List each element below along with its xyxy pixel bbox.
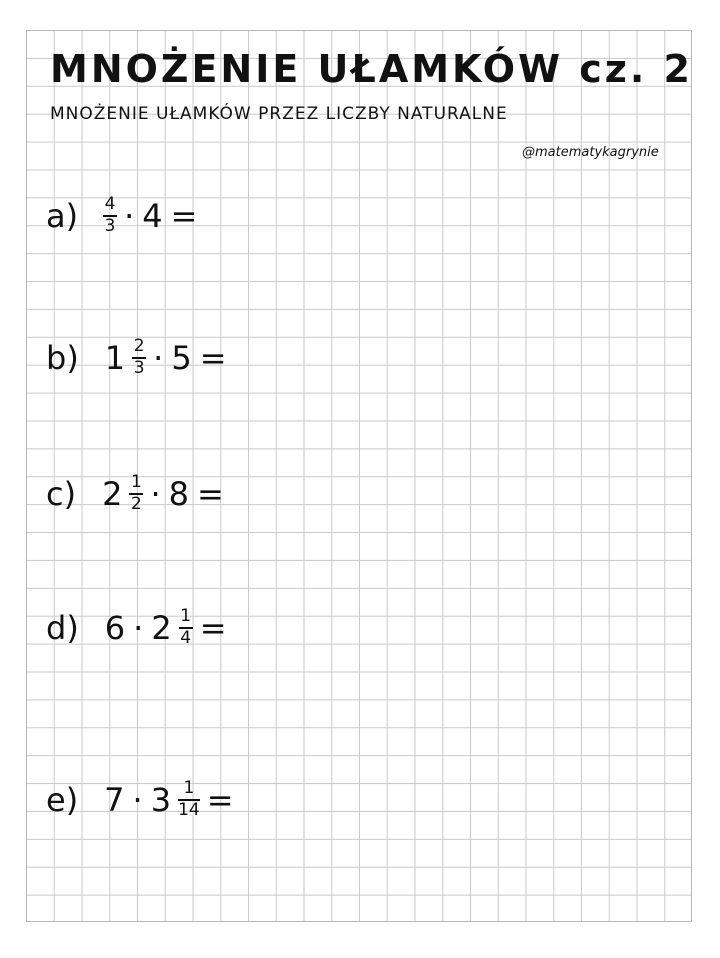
- fraction: [178, 780, 200, 820]
- whole-part: 2: [151, 609, 172, 647]
- task-e: [46, 770, 238, 830]
- mixed-number: [147, 608, 195, 648]
- task-label: e): [46, 781, 79, 819]
- task-expression: [98, 474, 228, 514]
- fraction-numerator: 4: [104, 194, 116, 215]
- fraction-denominator: 2: [131, 494, 142, 514]
- whole-part: 2: [102, 475, 123, 513]
- factor: 5: [171, 339, 192, 377]
- task-expression: [101, 608, 231, 648]
- mixed-number: [101, 338, 149, 378]
- fraction-numerator: 2: [133, 336, 145, 357]
- factor: 7: [104, 781, 125, 819]
- factor: 6: [104, 609, 126, 647]
- fraction: [132, 338, 146, 378]
- factor: 8: [168, 475, 189, 513]
- task-c: [46, 464, 228, 524]
- fraction-numerator: 1: [180, 606, 192, 627]
- fraction: [103, 196, 117, 236]
- task-a: [46, 186, 201, 246]
- multiply-sign: ·: [150, 475, 161, 513]
- fraction-numerator: 1: [131, 472, 142, 493]
- task-label: d): [46, 609, 79, 647]
- mixed-number: [98, 474, 146, 514]
- worksheet-subtitle: MNOŻENIE UŁAMKÓW PRZEZ LICZBY NATURALNE: [50, 104, 508, 124]
- whole-part: 1: [104, 339, 126, 377]
- task-expression: [101, 338, 231, 378]
- fraction-denominator: 3: [133, 358, 145, 378]
- worksheet-title: MNOŻENIE UŁAMKÓW cz. 2: [50, 47, 693, 91]
- task-label: a): [46, 197, 79, 235]
- multiply-sign: ·: [153, 339, 164, 377]
- equals-sign: =: [199, 609, 227, 647]
- task-d: [46, 598, 231, 658]
- equals-sign: =: [196, 475, 224, 513]
- fraction: [179, 608, 193, 648]
- equals-sign: =: [206, 781, 234, 819]
- fraction-numerator: 1: [183, 778, 195, 799]
- fraction-denominator: 3: [104, 216, 116, 236]
- fraction: [129, 474, 143, 514]
- multiply-sign: ·: [124, 197, 135, 235]
- mixed-number: [147, 780, 203, 820]
- multiply-sign: ·: [132, 781, 143, 819]
- multiply-sign: ·: [133, 609, 144, 647]
- task-b: [46, 328, 231, 388]
- author-handle: @matematykagrynie: [522, 145, 659, 160]
- task-label: b): [46, 339, 79, 377]
- task-expression: [100, 780, 237, 820]
- whole-part: 3: [150, 781, 172, 819]
- equals-sign: =: [199, 339, 227, 377]
- fraction-denominator: 4: [180, 628, 192, 648]
- equals-sign: =: [170, 197, 198, 235]
- factor: 4: [142, 197, 163, 235]
- task-expression: [100, 196, 201, 236]
- task-label: c): [46, 475, 77, 513]
- fraction-denominator: 14: [178, 800, 200, 820]
